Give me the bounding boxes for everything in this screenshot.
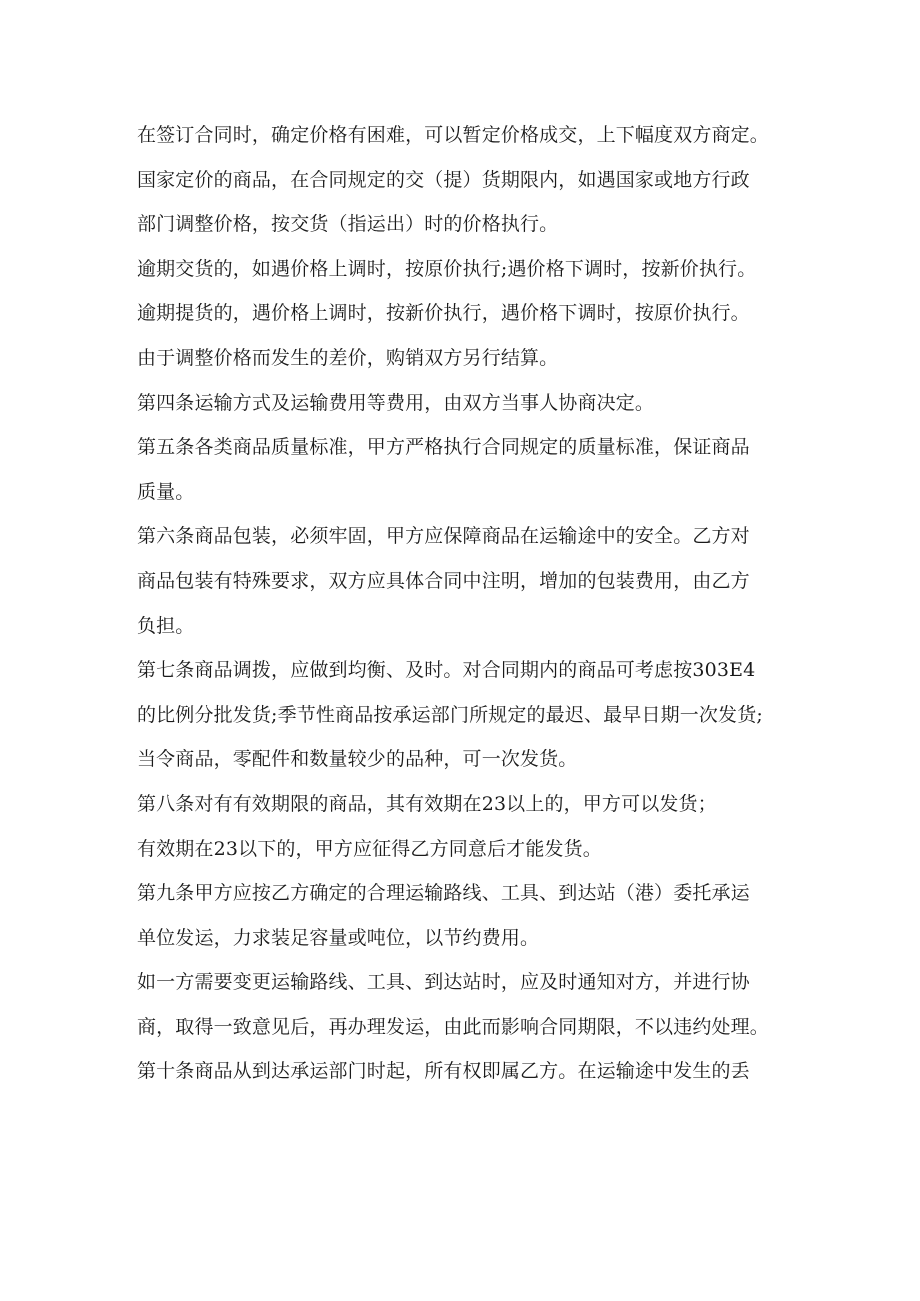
text-line: 第五条各类商品质量标准，甲方严格执行合同规定的质量标准，保证商品 [137,436,750,459]
text-line: 质量。 [137,480,195,503]
text-line: 当令商品，零配件和数量较少的品种，可一次发货。 [137,748,578,771]
text-line: 由于调整价格而发生的差价，购销双方另行结算。 [137,346,559,369]
text-line: 的比例分批发货;季节性商品按承运部门所规定的最迟、最早日期一次发货; [137,703,763,726]
text-line: 逾期交货的，如遇价格上调时，按原价执行;遇价格下调时，按新价执行。 [137,257,757,280]
text-line: 第八条对有有效期限的商品，其有效期在23以上的，甲方可以发货； [137,792,717,815]
text-line: 商，取得一致意见后，再办理发运，由此而影响合同期限，不以违约处理。 [137,1015,769,1038]
text-line: 商品包装有特殊要求，双方应具体合同中注明，增加的包装费用，由乙方 [137,569,750,592]
contract-text-body [137,113,797,1094]
text-line: 第六条商品包装，必须牢固，甲方应保障商品在运输途中的安全。乙方对 [137,525,750,548]
text-line: 部门调整价格，按交货（指运出）时的价格执行。 [137,213,559,236]
text-line: 第七条商品调拨，应做到均衡、及时。对合同期内的商品可考虑按303E4 [137,659,756,682]
text-line: 单位发运，力求装足容量或吨位，以节约费用。 [137,926,540,949]
text-line: 国家定价的商品，在合同规定的交（提）货期限内，如遇国家或地方行政 [137,168,750,191]
text-line: 逾期提货的，遇价格上调时，按新价执行，遇价格下调时，按原价执行。 [137,302,750,325]
text-line: 第九条甲方应按乙方确定的合理运输路线、工具、到达站（港）委托承运 [137,882,750,905]
text-line: 第十条商品从到达承运部门时起，所有权即属乙方。在运输途中发生的丢 [137,1060,750,1083]
text-line: 负担。 [137,614,195,637]
text-line: 第四条运输方式及运输费用等费用，由双方当事人协商决定。 [137,391,655,414]
text-line: 有效期在23以下的，甲方应征得乙方同意后才能发货。 [137,837,602,860]
text-line: 如一方需要变更运输路线、工具、到达站时，应及时通知对方，并进行协 [137,971,750,994]
text-line: 在签订合同时，确定价格有困难，可以暂定价格成交，上下幅度双方商定。 [137,124,769,146]
